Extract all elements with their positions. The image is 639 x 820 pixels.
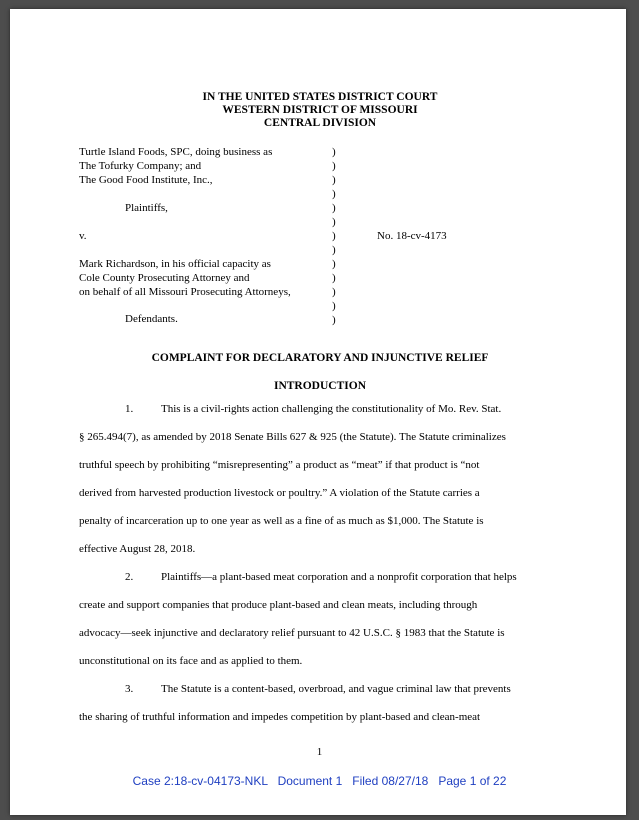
caption-paren: )	[332, 146, 336, 158]
caption-paren: )	[332, 216, 336, 228]
versus: v.	[79, 230, 87, 242]
paragraph-line: advocacy—seek injunctive and declaratory relief pursuant to 42 U.S.C. § 1983 that the Statute is	[79, 627, 505, 639]
paragraph-number: 2.	[125, 571, 134, 583]
plaintiff-line: The Good Food Institute, Inc.,	[79, 174, 213, 186]
section-heading: INTRODUCTION	[273, 380, 366, 392]
case-number: No. 18-cv-4173	[377, 230, 447, 242]
paragraph-line: create and support companies that produce plant-based and clean meats, including through	[79, 599, 478, 611]
caption-paren: )	[332, 244, 336, 256]
paragraph-line: The Statute is a content-based, overbroad, and vague criminal law that prevents	[161, 683, 511, 695]
paragraph-line: This is a civil-rights action challenging the constitutionality of Mo. Rev. Stat.	[161, 403, 502, 415]
caption-paren: )	[332, 160, 336, 172]
court-division: CENTRAL DIVISION	[263, 117, 377, 129]
paragraph-number: 3.	[125, 683, 134, 695]
caption-paren: )	[332, 202, 336, 214]
plaintiff-line: The Tofurky Company; and	[79, 160, 202, 172]
caption-paren: )	[332, 188, 336, 200]
caption-paren: )	[332, 272, 336, 284]
document-title: COMPLAINT FOR DECLARATORY AND INJUNCTIVE RELIEF	[151, 352, 489, 364]
paragraph-line: penalty of incarceration up to one year as well as a fine of as much as $1,000. The Statute is	[79, 515, 484, 527]
caption-paren: )	[332, 258, 336, 270]
page-number: 1	[316, 746, 323, 758]
paragraph-number: 1.	[125, 403, 134, 415]
case-filing-stamp: Case 2:18-cv-04173-NKL Document 1 Filed 08/27/18 Page 1 of 22	[132, 774, 507, 788]
defendant-line: on behalf of all Missouri Prosecuting Attorneys,	[79, 286, 291, 298]
caption-paren: )	[332, 174, 336, 186]
plaintiff-line: Turtle Island Foods, SPC, doing business as	[79, 146, 273, 158]
caption-paren: )	[332, 286, 336, 298]
caption-paren: )	[332, 230, 336, 242]
paragraph-line: the sharing of truthful information and impedes competition by plant-based and clean-meat	[79, 711, 481, 723]
caption-paren: )	[332, 300, 336, 312]
paragraph-line: § 265.494(7), as amended by 2018 Senate Bills 627 & 925 (the Statute). The Statute criminalizes	[79, 431, 506, 443]
paragraph-line: unconstitutional on its face and as applied to them.	[79, 655, 303, 667]
defendant-line: Cole County Prosecuting Attorney and	[79, 272, 250, 284]
paragraph-line: effective August 28, 2018.	[79, 543, 196, 555]
court-name: IN THE UNITED STATES DISTRICT COURT	[202, 91, 438, 103]
caption-paren: )	[332, 314, 336, 326]
defendants-label: Defendants.	[125, 313, 178, 325]
plaintiffs-label: Plaintiffs,	[125, 202, 168, 214]
paragraph-line: truthful speech by prohibiting “misrepresenting” a product as “meat” if that product is “not	[79, 459, 480, 471]
paragraph-line: Plaintiffs—a plant-based meat corporation and a nonprofit corporation that helps	[161, 571, 517, 583]
defendant-line: Mark Richardson, in his official capacity as	[79, 258, 271, 270]
court-district: WESTERN DISTRICT OF MISSOURI	[222, 104, 418, 116]
paragraph-line: derived from harvested production livestock or poultry.” A violation of the Statute carries a	[79, 487, 480, 499]
